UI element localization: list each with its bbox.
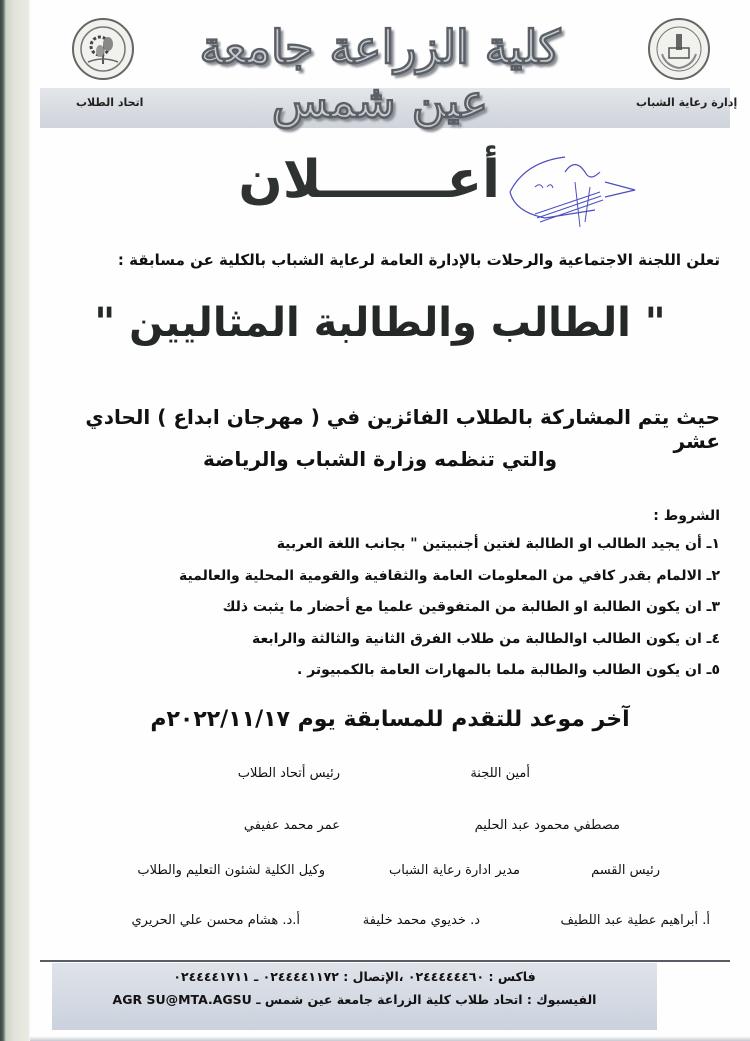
announcement-title: أعـــــــلان	[238, 150, 500, 210]
signatory-name: عمر محمد عفيفي	[243, 818, 340, 833]
signatory-role: رئيس أتحاد الطلاب	[237, 766, 340, 781]
festival-detail-line: حيث يتم المشاركة بالطلاب الفائزين في ( مهرجان ابداع ) الحادي عشر	[85, 405, 720, 453]
signatory-name: أ. أبراهيم عطية عبد اللطيف	[560, 913, 710, 928]
youth-care-label: إدارة رعاية الشباب	[636, 96, 738, 109]
ain-shams-seal-icon	[648, 18, 710, 80]
signatory-name: د. خديوي محمد خليفة	[362, 913, 480, 928]
competition-name: " الطالب والطالبة المثاليين "	[94, 300, 666, 346]
scan-edge	[0, 0, 30, 1041]
signatory-role: وكيل الكلية لشئون التعليم والطلاب	[137, 863, 325, 878]
college-title: كلية الزراعة جامعة عين شمس	[199, 20, 561, 128]
condition-item: ٣ـ ان يكون الطالبة او الطالبة من المتفوقين علميا مع أحضار ما يثبت ذلك	[222, 599, 720, 615]
ministry-detail-line: والتي تنظمه وزارة الشباب والرياضة	[202, 447, 558, 471]
condition-item: ٥ـ ان يكون الطالب والطالبة ملما بالمهارات العامة بالكمبيوتر .	[297, 662, 720, 678]
deadline-line: آخر موعد للتقدم للمسابقة يوم ٢٠٢٢/١١/١٧م	[150, 707, 630, 732]
signature-icon	[505, 152, 645, 232]
signatory-role: أمين اللجنة	[470, 766, 530, 781]
condition-item: ٤ـ ان يكون الطالب اوالطالبة من طلاب الفرق الثانية والثالثة والرابعة	[252, 631, 720, 647]
signatory-name: أ.د. هشام محسن علي الحريري	[131, 913, 300, 928]
facebook-line: الفيسبوك : اتحاد طلاب كلية الزراعة جامعة عين شمس ـ AGR SU@MTA.AGSU	[112, 992, 597, 1007]
condition-item: ١ـ أن يجيد الطالب او الطالبة لغتين أجنبيتين " بجانب اللغة العربية	[276, 536, 720, 552]
scan-bottom-edge	[30, 1036, 750, 1041]
conditions-heading: الشروط :	[653, 508, 720, 524]
signatory-role: مدير ادارة رعاية الشباب	[389, 863, 520, 878]
contact-line: فاكس : ٠٢٤٤٤٤٤٤٦٠ ،الإتصال : ٠٢٤٤٤٤١١٧٢ ـ ٠٢٤٤٤٤١٧١١	[173, 969, 536, 984]
signatory-name: مصطفي محمود عبد الحليم	[474, 818, 620, 833]
signatory-role: رئيس القسم	[591, 863, 660, 878]
student-union-label: اتحاد الطلاب	[76, 96, 144, 109]
footer-divider	[40, 960, 730, 962]
student-union-logo-icon	[72, 18, 134, 80]
condition-item: ٢ـ الالمام بقدر كافي من المعلومات العامة والثقافية والقومية المحلية والعالمية	[178, 568, 720, 584]
intro-line: تعلن اللجنة الاجتماعية والرحلات بالإدارة العامة لرعاية الشباب بالكلية عن مسابقة :	[117, 251, 720, 269]
